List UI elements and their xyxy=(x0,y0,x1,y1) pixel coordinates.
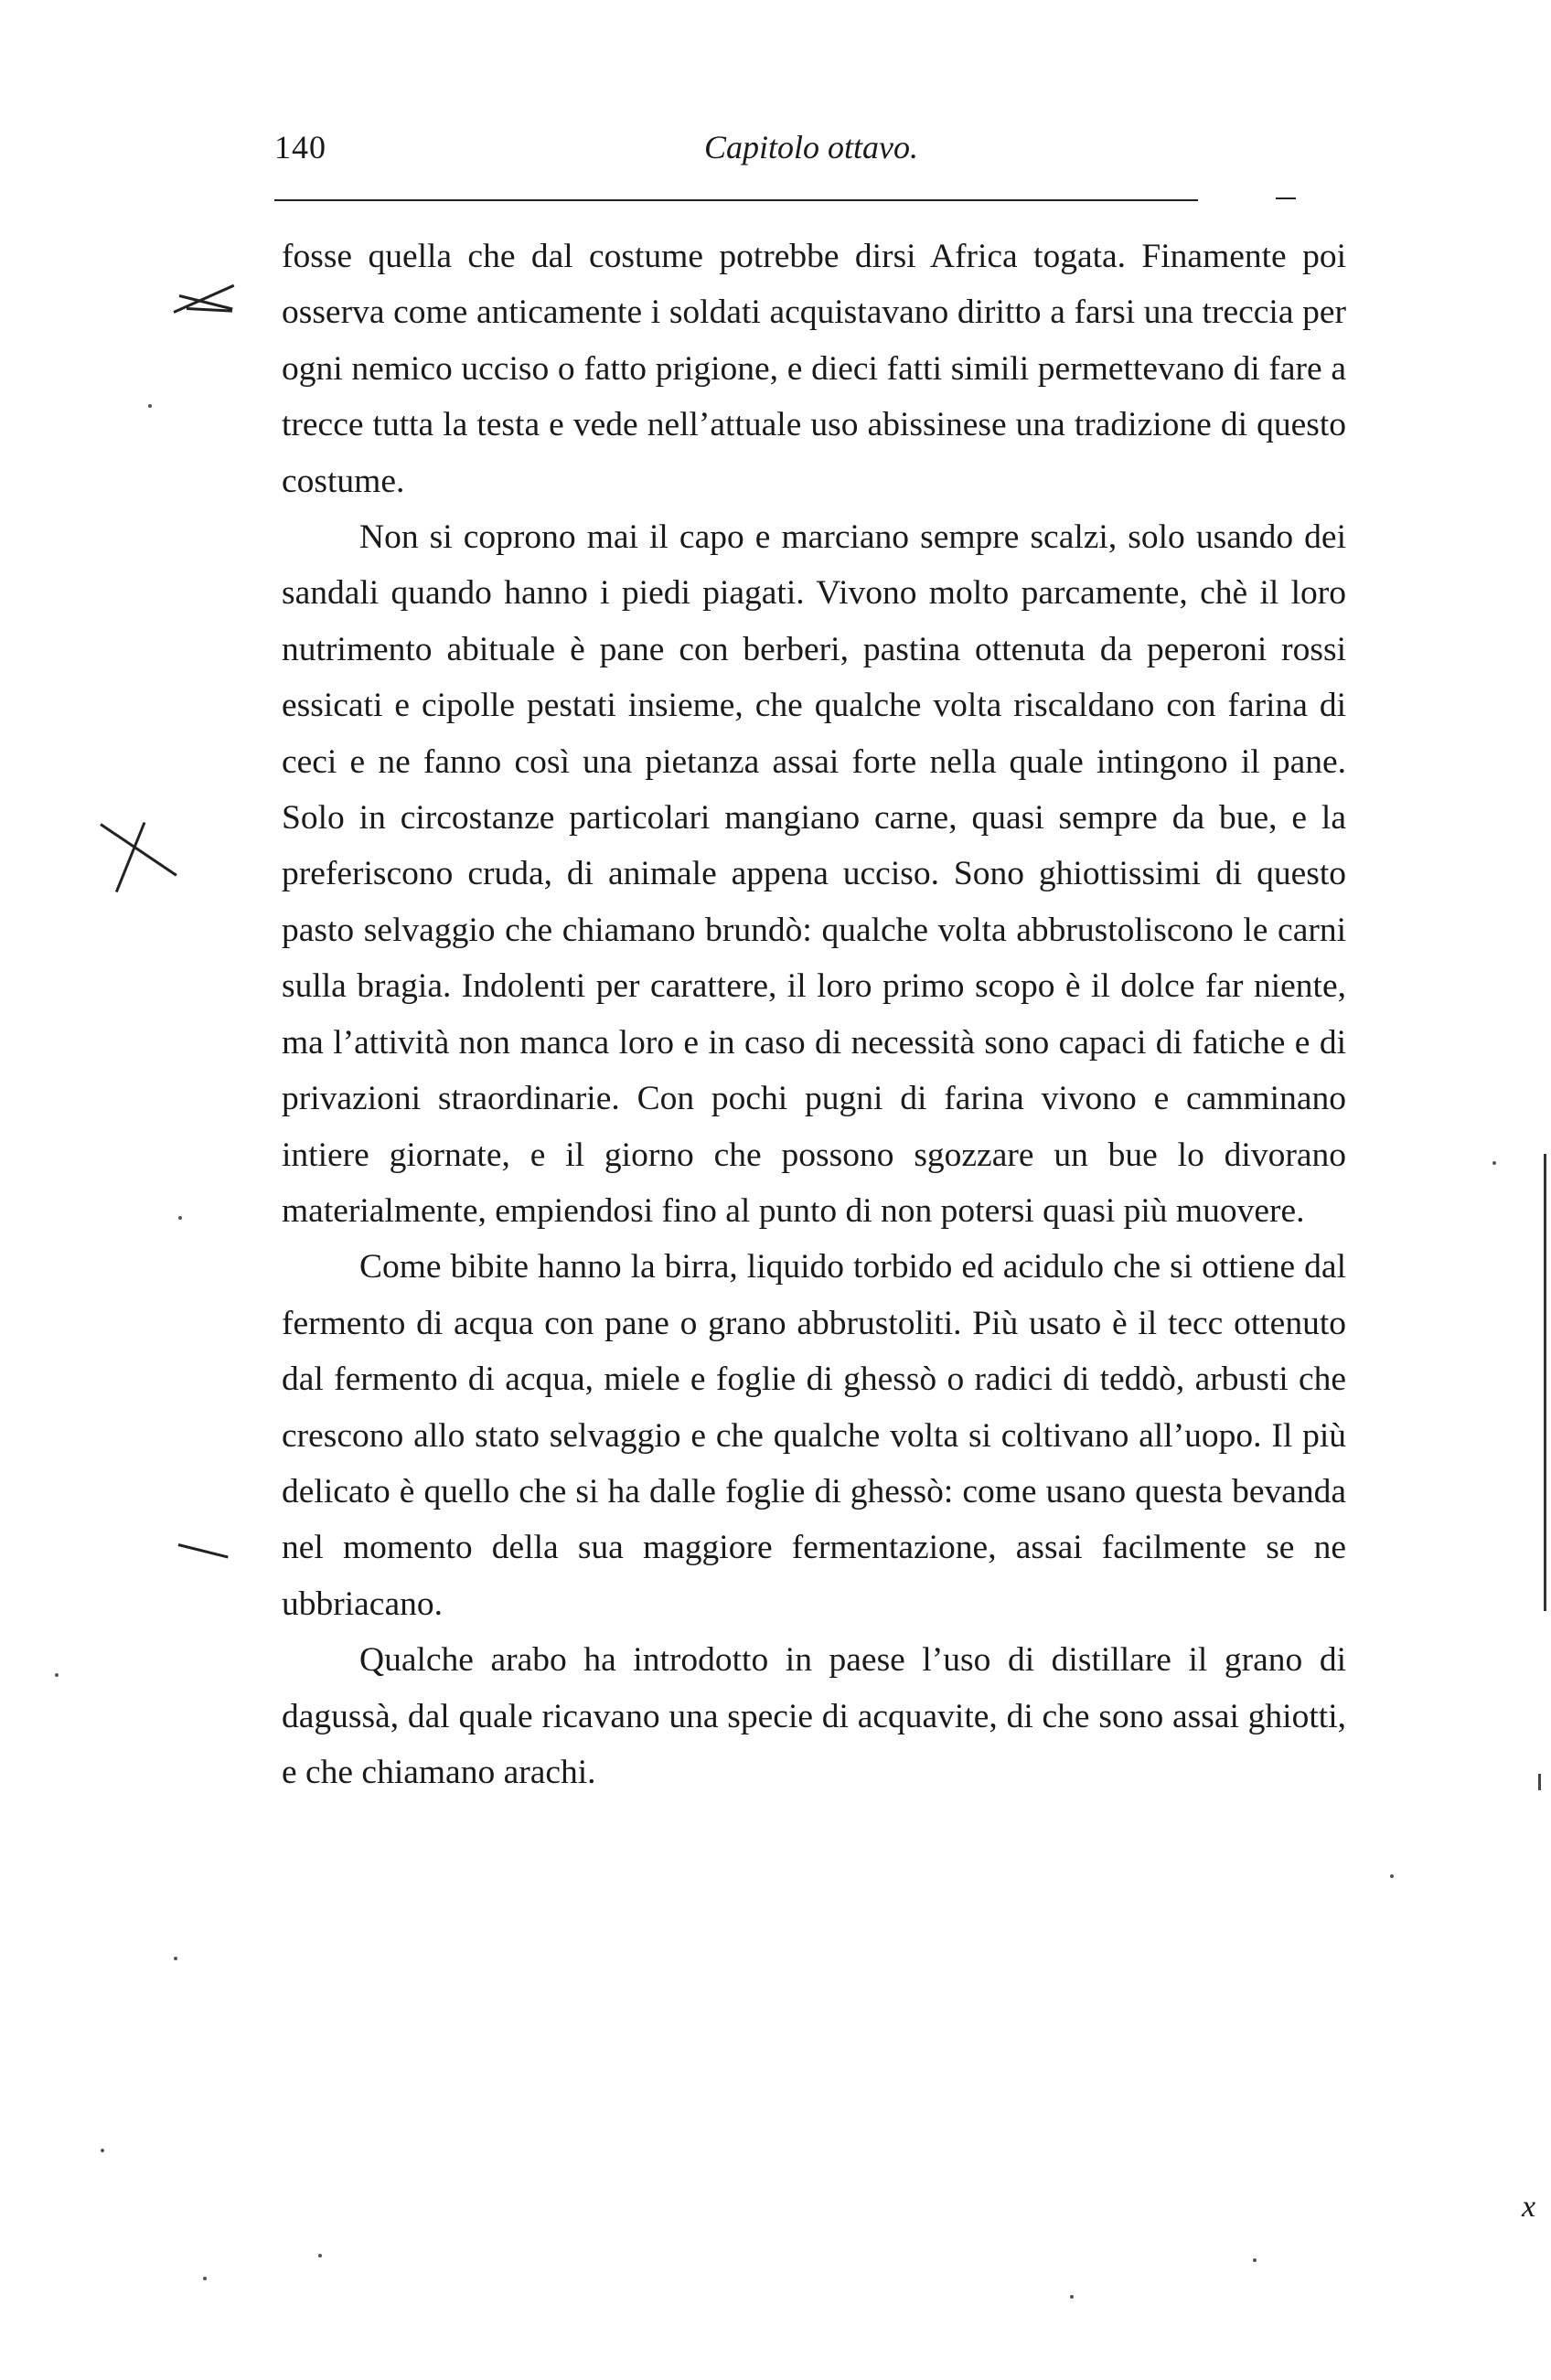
edge-rule xyxy=(1544,1154,1546,1611)
scan-speck xyxy=(203,2277,207,2280)
chapter-title: Capitolo ottavo. xyxy=(704,129,918,165)
body-text xyxy=(282,229,1346,1800)
margin-cross-mark-1 xyxy=(174,274,238,320)
scan-speck xyxy=(1390,1874,1394,1878)
margin-cross-mark-2 xyxy=(101,805,183,896)
scan-speck xyxy=(174,1957,177,1960)
page-number: 140 xyxy=(274,129,326,165)
scan-speck xyxy=(55,1673,59,1677)
scan-speck xyxy=(148,404,152,408)
scan-speck xyxy=(1070,2295,1074,2299)
scan-speck xyxy=(178,1216,182,1220)
edge-stray-glyph: x xyxy=(1522,2190,1536,2224)
paragraph-3: Come bibite hanno la birra, liquido torbido ed acidulo che si ottiene dal fermento di acqua con pane o grano abbrustoliti. Più usato è il tecc ottenuto dal fermento di acqua, miele e foglie di ghessò o radici di teddò, arbusti che crescono allo stato selvaggio e che qualche volta si coltivano all’uopo. Il più delicato è quello che si ha dalle foglie di ghessò: come usano questa bevanda nel momento della sua maggiore fermentazione, assai facilmente se ne ubbriacano. xyxy=(282,1248,1346,1623)
running-head xyxy=(274,128,1317,183)
scan-speck xyxy=(1253,2258,1257,2262)
scan-speck xyxy=(101,2149,104,2152)
header-rule-tick xyxy=(1276,197,1296,199)
mark-stroke xyxy=(115,822,145,892)
margin-dash-mark xyxy=(178,1543,233,1571)
edge-tick xyxy=(1538,1774,1541,1790)
scan-speck xyxy=(318,2254,322,2257)
paragraph-4: Qualche arabo ha introdotto in paese l’uso di distillare il grano di dagussà, dal quale ricavano una specie di acquavite, di che sono assai ghiotti, e che chiamano arachi. xyxy=(282,1641,1346,1791)
scan-speck xyxy=(1492,1161,1496,1165)
paragraph-1: fosse quella che dal costume potrebbe dirsi Africa togata. Finamente poi osserva come anticamente i soldati acquistavano diritto a farsi una treccia per ogni nemico ucciso o fatto prigione, e dieci fatti simili permettevano di fare a trecce tutta la testa e vede nell’attuale uso abissinese una tradizione di questo costume. xyxy=(282,238,1346,500)
header-rule xyxy=(274,199,1198,201)
mark-stroke xyxy=(178,1543,229,1558)
paragraph-2: Non si coprono mai il capo e marciano sempre scalzi, solo usando dei sandali quando hanno i piedi piagati. Vivono molto parcamente, chè il loro nutrimento abituale è pane con berberi, pastina ottenuta da peperoni rossi essicati e cipolle pestati insieme, che qualche volta riscaldano con farina di ceci e ne fanno così una pietanza assai forte nella quale intingono il pane. Solo in circostanze particolari mangiano carne, quasi sempre da bue, e la preferiscono cruda, di animale appena ucciso. Sono ghiottissimi di questo pasto selvaggio che chiamano brundò: qualche volta abbrustoliscono le carni sulla bragia. Indolenti per carattere, il loro primo scopo è il dolce far niente, ma l’attività non manca loro e in caso di necessità sono capaci di fatiche e di privazioni straordinarie. Con pochi pugni di farina vivono e camminano intiere giornate, e il giorno che possono sgozzare un bue lo divorano materialmente, empiendosi fino al punto di non potersi quasi più muovere. xyxy=(282,518,1346,1230)
